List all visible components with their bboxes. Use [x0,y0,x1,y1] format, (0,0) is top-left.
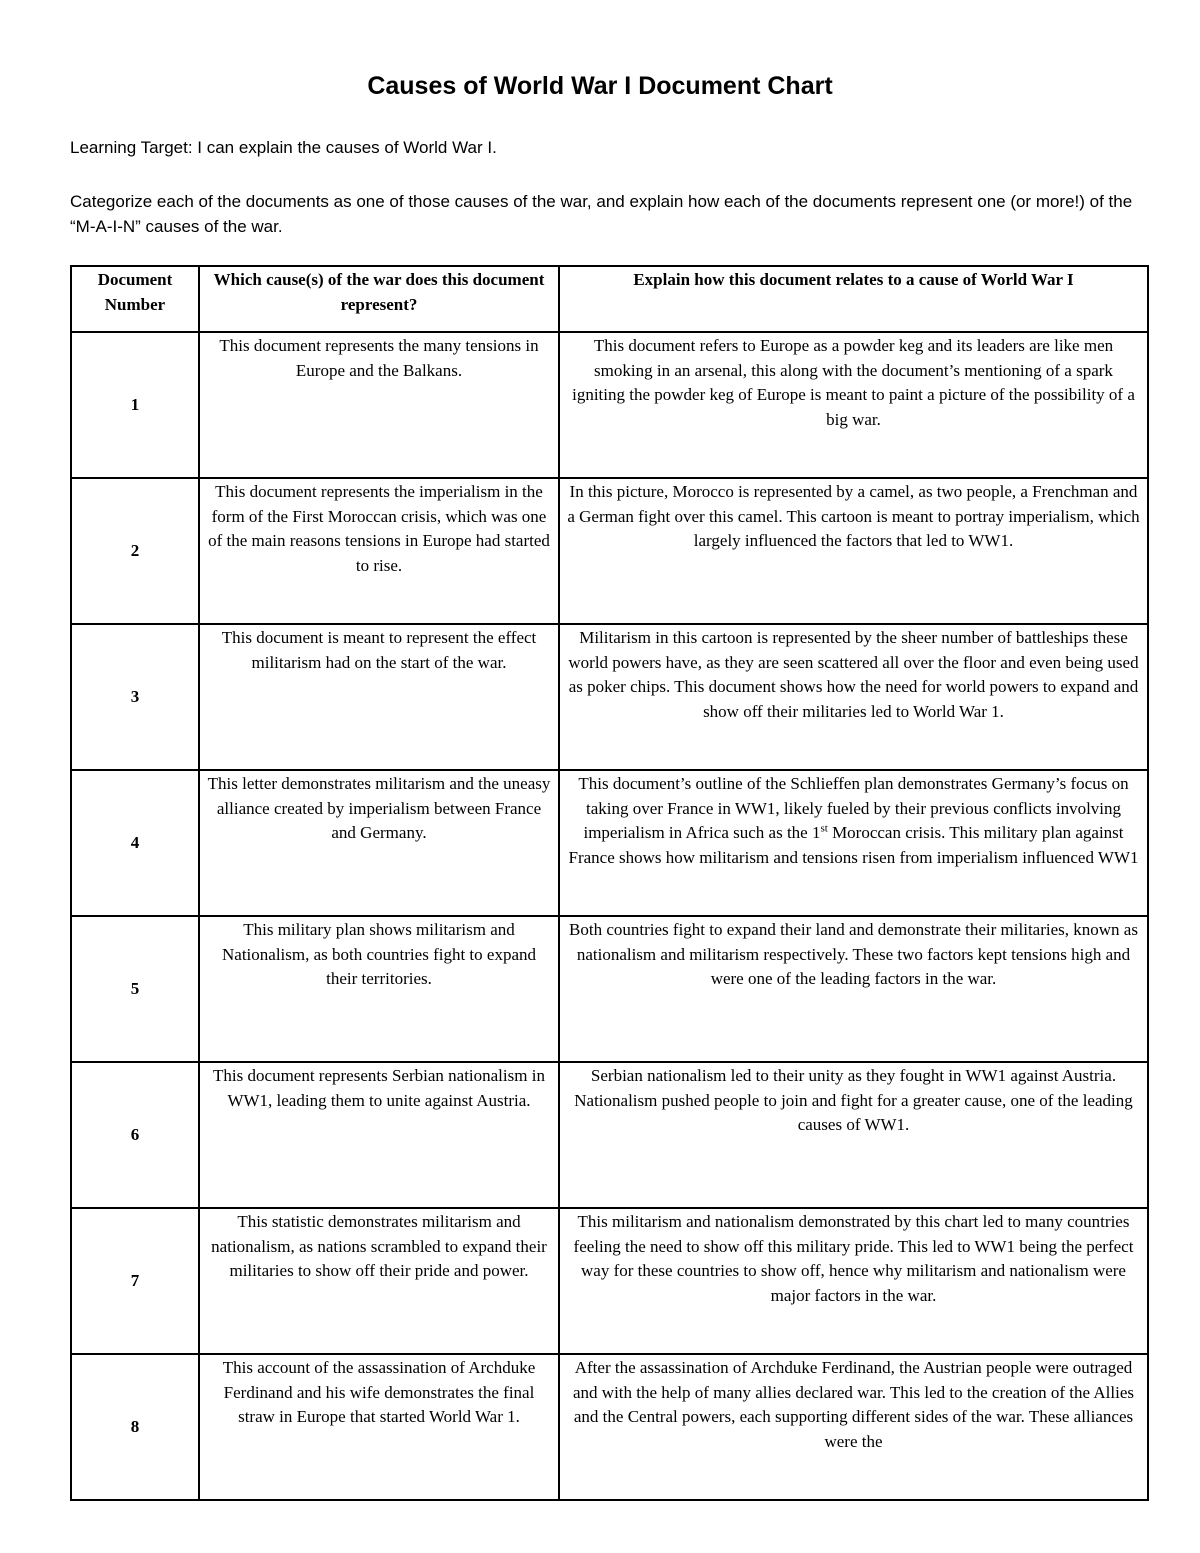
cause-cell: This letter demonstrates militarism and the uneasy alliance created by imperialism between France and Germany. [199,770,559,916]
document-number-cell: 5 [71,916,199,1062]
document-number-cell: 7 [71,1208,199,1354]
cause-cell: This document is meant to represent the effect militarism had on the start of the war. [199,624,559,770]
document-number-cell: 1 [71,332,199,478]
table-row [71,332,1148,478]
explanation-cell: This document refers to Europe as a powder keg and its leaders are like men smoking in an arsenal, this along with the document’s mentioning of a spark igniting the powder keg of Europe is meant to paint a picture of the possibility of a big war. [559,332,1148,478]
header-document-number: Document Number [71,266,199,332]
cause-cell: This account of the assassination of Archduke Ferdinand and his wife demonstrates the final straw in Europe that started World War 1. [199,1354,559,1500]
document-number-cell: 4 [71,770,199,916]
explanation-cell: In this picture, Morocco is represented by a camel, as two people, a Frenchman and a German fight over this camel. This cartoon is meant to portray imperialism, which largely influenced the factors that led to WW1. [559,478,1148,624]
table-row [71,1208,1148,1354]
ordinal-suffix: st [820,822,828,835]
explanation-cell: After the assassination of Archduke Ferdinand, the Austrian people were outraged and with the help of many allies declared war. This led to the creation of the Allies and the Central powers, each supporting different sides of the war. These alliances were the [559,1354,1148,1500]
cause-cell: This military plan shows militarism and Nationalism, as both countries fight to expand their territories. [199,916,559,1062]
cause-cell: This document represents Serbian nationalism in WW1, leading them to unite against Austria. [199,1062,559,1208]
document-number-cell: 3 [71,624,199,770]
explanation-text: This document’s outline of the Schlieffen plan demonstrates Germany’s focus on taking over France in WW1, likely fueled by their previous conflicts involving imperialism in Africa such as the 1 [578,774,1129,842]
cause-cell: This document represents the many tensions in Europe and the Balkans. [199,332,559,478]
explanation-cell: Militarism in this cartoon is represented by the sheer number of battleships these world powers have, as they are seen scattered all over the floor and even being used as poker chips. This document shows how the need for world powers to expand and show off their militaries led to World War 1. [559,624,1148,770]
table-row [71,1062,1148,1208]
table-row [71,1354,1148,1500]
header-explanation: Explain how this document relates to a cause of World War I [559,266,1148,332]
document-number-cell: 2 [71,478,199,624]
table-row [71,478,1148,624]
cause-cell: This document represents the imperialism in the form of the First Moroccan crisis, which was one of the main reasons tensions in Europe had started to rise. [199,478,559,624]
header-cause: Which cause(s) of the war does this document represent? [199,266,559,332]
table-header-row [71,266,1148,332]
table-row [71,624,1148,770]
explanation-cell [559,770,1148,916]
explanation-cell: Serbian nationalism led to their unity as they fought in WW1 against Austria. Nationalism pushed people to join and fight for a greater cause, one of the leading causes of WW1. [559,1062,1148,1208]
document-chart-table [70,265,1149,1501]
document-number-cell: 8 [71,1354,199,1500]
table-row [71,770,1148,916]
explanation-cell: Both countries fight to expand their land and demonstrate their militaries, known as nationalism and militarism respectively. These two factors kept tensions high and were one of the leading factors in the war. [559,916,1148,1062]
explanation-text: Moroccan crisis. This military plan against France shows how militarism and tensions risen from imperialism influenced WW1 [568,823,1139,867]
instructions: Categorize each of the documents as one of those causes of the war, and explain how each of the documents represent one (or more!) of the “M-A-I-N” causes of the war. [70,192,1133,236]
document-number-cell: 6 [71,1062,199,1208]
table-row [71,916,1148,1062]
explanation-cell: This militarism and nationalism demonstrated by this chart led to many countries feeling the need to show off this military pride. This led to WW1 being the perfect way for these countries to show off, hence why militarism and nationalism were major factors in the war. [559,1208,1148,1354]
cause-cell: This statistic demonstrates militarism and nationalism, as nations scrambled to expand their militaries to show off their pride and power. [199,1208,559,1354]
learning-target: Learning Target: I can explain the causes of World War I. [70,138,497,157]
page-title: Causes of World War I Document Chart [367,72,833,100]
